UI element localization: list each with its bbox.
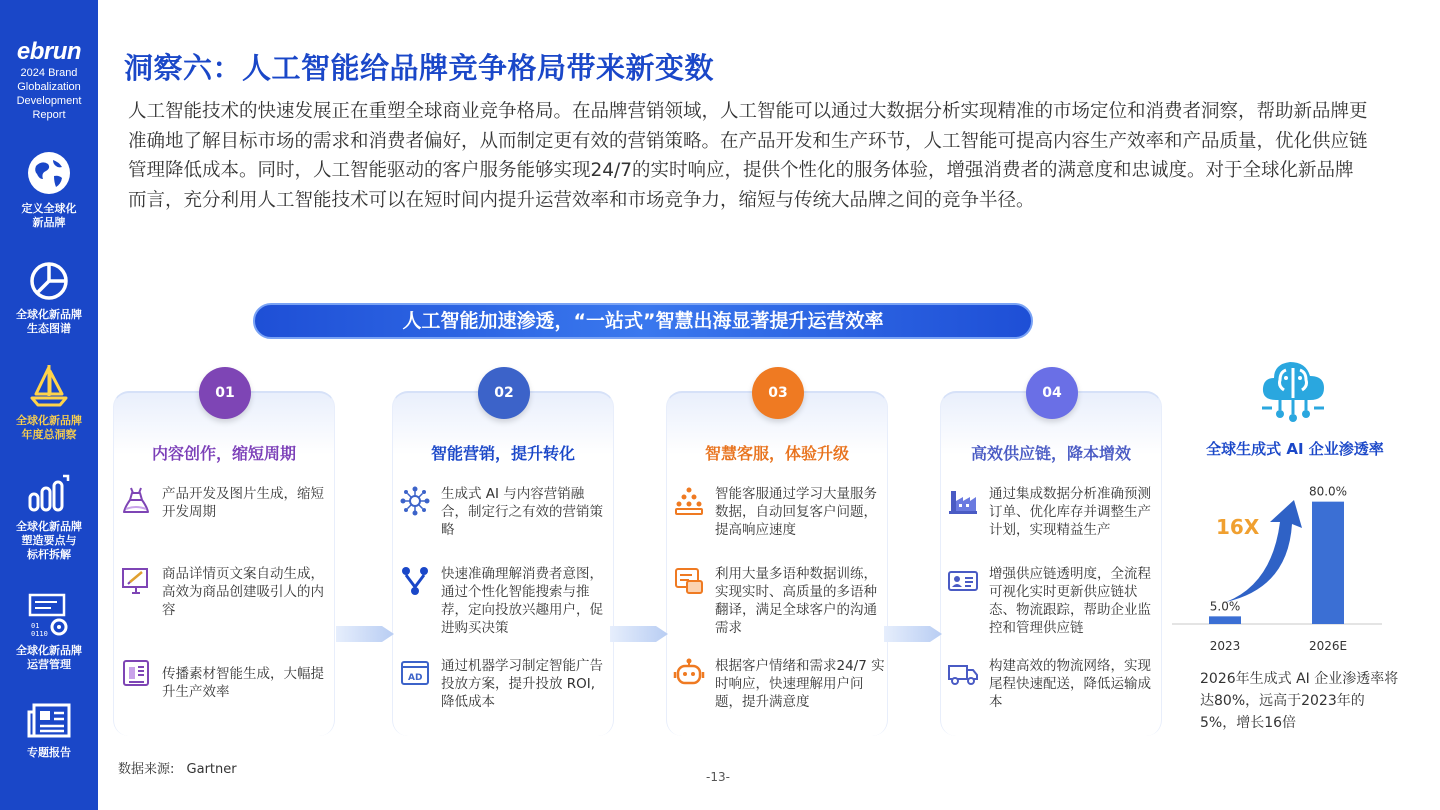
- translate-icon: [673, 565, 705, 597]
- sidebar-item-benchmark[interactable]: [0, 474, 98, 562]
- ai-brain-cloud-icon: [1258, 354, 1328, 426]
- chart-title: 全球生成式 AI 企业渗透率: [1206, 440, 1384, 458]
- sidebar-item-label: 全球化新品牌 塑造要点与 标杆拆解: [16, 520, 82, 561]
- card-number: 04: [1026, 367, 1078, 419]
- card-item-text: 生成式 AI 与内容营销融合，制定行之有效的营销策略: [441, 486, 603, 538]
- network-icon: [399, 485, 431, 517]
- brand-sub-line: Development: [16, 95, 82, 107]
- sidebar-item-ecosystem[interactable]: [0, 260, 98, 336]
- chart-value-label: 5.0%: [1209, 599, 1241, 614]
- sidebar-item-label: 全球化新品牌 年度总洞察: [16, 414, 82, 441]
- bar-chart-icon: [27, 474, 71, 514]
- card-supply-chain: [940, 385, 1162, 736]
- chevron-right-icon: [610, 620, 670, 648]
- branch-icon: [399, 565, 431, 597]
- intro-paragraph: 人工智能技术的快速发展正在重塑全球商业竞争格局。在品牌营销领域，人工智能可以通过大数据分析实现精准的市场定位和消费者洞察，帮助新品牌更准确地了解目标市场的需求和消费者偏好，从而制定更有效的营销策略。在产品开发和生产环节，人工智能可提高内容生产效率和产品质量，优化供应链管理降低成本。同时，人工智能驱动的客户服务能够实现24/7的实时响应，提供个性化的服务体验，增强消费者的满意度和忠诚度。对于全球化新品牌而言，充分利用人工智能技术可以在短时间内提升运营效率和市场竞争力，缩短与传统大品牌之间的竞争半径。: [128, 101, 1368, 211]
- card-number: 03: [752, 367, 804, 419]
- card-item-text: 构建高效的物流网络，实现尾程快速配送，降低运输成本: [989, 658, 1151, 710]
- globe-icon: [26, 150, 72, 196]
- sidebar-item-define[interactable]: [0, 150, 98, 230]
- card-item-text: 通过集成数据分析准确预测订单、优化库存并调整生产计划，实现精益生产: [989, 486, 1151, 538]
- pie-chart-icon: [28, 260, 70, 302]
- brand-sub-line: 2024 Brand: [20, 67, 78, 79]
- brand-block: [0, 38, 98, 122]
- penetration-bar-chart: [1170, 464, 1390, 660]
- sidebar-item-special-report[interactable]: [0, 702, 98, 760]
- card-item-text: 快速准确理解消费者意图，通过个性化智能搜索与推荐，定向投放兴趣用户，促进购买决策: [441, 566, 603, 636]
- document-icon: [120, 657, 152, 689]
- section-banner: 人工智能加速渗透，“一站式”智慧出海显著提升运营效率: [253, 303, 1033, 339]
- growth-annotation: 16X: [1216, 515, 1260, 539]
- sidebar-item-label: 全球化新品牌 生态图谱: [16, 308, 82, 335]
- card-title: 智能营销，提升转化: [430, 444, 575, 463]
- chart-bar: [1209, 616, 1241, 624]
- sidebar-item-label: 专题报告: [27, 746, 71, 759]
- brand-logo: ebrun: [16, 38, 82, 65]
- card-item-text: 通过机器学习制定智能广告投放方案，提升投放 ROI, 降低成本: [441, 658, 603, 710]
- card-item-text: 根据客户情绪和需求24/7 实时响应，快速理解用户问题，提升满意度: [715, 658, 885, 710]
- card-smart-marketing: [392, 385, 614, 736]
- chart-value-label: 80.0%: [1308, 484, 1348, 499]
- svg-text:AD: AD: [408, 673, 423, 683]
- card-item-text: 利用大量多语种数据训练，实现实时、高质量的多语种翻译，满足全球客户的沟通需求: [715, 566, 877, 636]
- factory-icon: [947, 485, 979, 517]
- chevron-right-icon: [884, 620, 944, 648]
- card-number: 02: [478, 367, 530, 419]
- team-icon: [673, 485, 705, 517]
- monitor-edit-icon: [120, 565, 152, 597]
- source-value: Gartner: [186, 762, 237, 777]
- id-card-icon: [947, 565, 979, 597]
- card-smart-service: [666, 385, 888, 736]
- sidebar-item-label: 定义全球化 新品牌: [21, 202, 77, 229]
- sidebar-item-operations[interactable]: [0, 592, 98, 672]
- robot-icon: [673, 657, 705, 689]
- chart-category-label: 2023: [1209, 639, 1241, 653]
- brand-sub-line: Globalization: [17, 81, 81, 93]
- page-title: 洞察六：人工智能给品牌竞争格局带来新变数: [124, 51, 715, 85]
- card-item-text: 增强供应链透明度，全流程可视化实时更新供应链状态、物流跟踪，帮助企业监控和管理供应链: [989, 566, 1151, 636]
- card-item-text: 产品开发及图片生成，缩短开发周期: [162, 486, 324, 520]
- sidebar: [0, 0, 98, 810]
- gear-data-icon: [27, 592, 71, 638]
- source-label: 数据来源:: [118, 762, 175, 777]
- ad-icon: [399, 657, 431, 689]
- brand-sub-line: Report: [32, 109, 66, 121]
- data-source: [118, 758, 237, 777]
- svg-text:0110: 0110: [31, 630, 48, 638]
- svg-text:01: 01: [31, 622, 40, 630]
- sailboat-icon: [28, 362, 70, 408]
- chevron-right-icon: [336, 620, 396, 648]
- card-number: 01: [199, 367, 251, 419]
- chart-bar: [1312, 502, 1344, 624]
- card-item-text: 商品详情页文案自动生成，高效为商品创建吸引人的内容: [162, 566, 324, 618]
- card-title: 内容创作，缩短周期: [151, 444, 296, 463]
- sidebar-item-insight[interactable]: [0, 362, 98, 442]
- card-item-text: 智能客服通过学习大量服务数据，自动回复客户问题，提高响应速度: [715, 486, 877, 538]
- card-item-text: 传播素材智能生成，大幅提升生产效率: [162, 666, 324, 700]
- chart-category-label: 2026E: [1308, 639, 1348, 653]
- chart-description: 2026年生成式 AI 企业渗透率将达80%，远高于2023年的5%，增长16倍: [1200, 671, 1399, 731]
- page-number: -13-: [706, 770, 730, 784]
- card-title: 高效供应链，降本增效: [970, 444, 1131, 463]
- newspaper-icon: [26, 702, 72, 740]
- dress-icon: [120, 485, 152, 517]
- sidebar-item-label: 全球化新品牌 运营管理: [16, 644, 82, 671]
- card-content-creation: [113, 385, 335, 736]
- truck-icon: [947, 657, 979, 689]
- card-title: 智慧客服，体验升级: [704, 444, 849, 463]
